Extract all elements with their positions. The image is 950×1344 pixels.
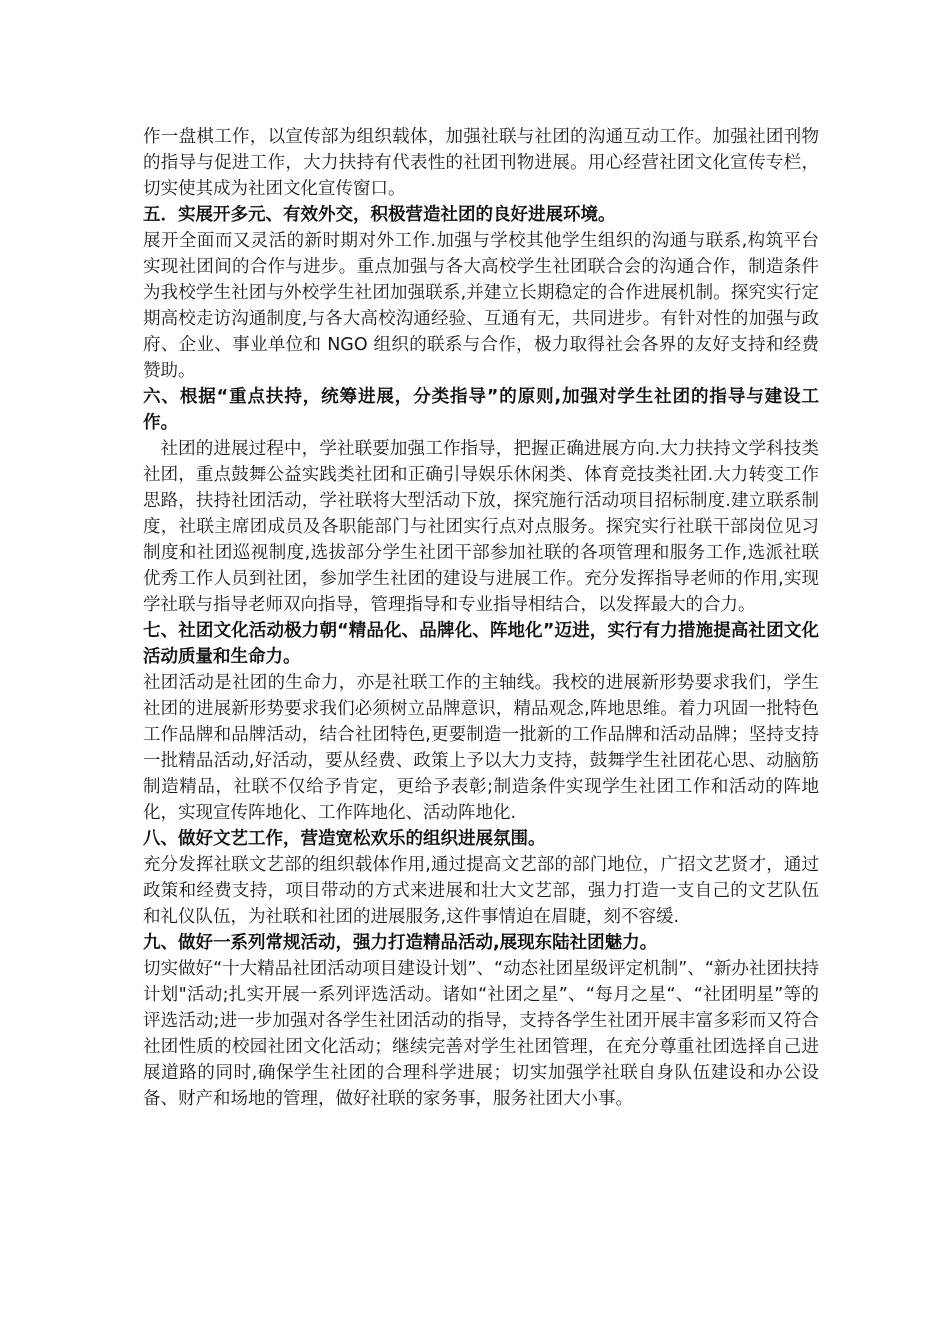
heading-section-6: 六、根据“重点扶持，统筹进展，分类指导”的原则,加强对学生社团的指导与建设工作。 <box>143 387 819 433</box>
paragraph-brand-activities: 社团活动是社团的生命力，亦是社联工作的主轴线。我校的进展新形势要求我们，学生社团的进展新形势要求我们必须树立品牌意识，精品观念,阵地思维。着力巩固一批特色工作品牌和品牌活动，结合社团特色,更要制造一批新的工作品牌和活动品牌；坚持支持一批精品活动,好活动，要从经费、政策上予以大力支持，鼓舞学生社团花心思、动脑筋制造精品，社联不仅给予肯定，更给予表彰;制造条件实现学生社团工作和活动的阵地化，实现宣传阵地化、工作阵地化、活动阵地化. <box>143 673 819 823</box>
paragraph-publicity: 作一盘棋工作，以宣传部为组织载体，加强社联与社团的沟通互动工作。加强社团刊物的指导与促进工作，大力扶持有代表性的社团刊物进展。用心经营社团文化宣传专栏，切实使其成为社团文化宣传窗口。 <box>143 127 819 199</box>
paragraph-guidance: 社团的进展过程中，学社联要加强工作指导，把握正确进展方向.大力扶持文学科技类社团，重点鼓舞公益实践类社团和正确引导娱乐休闲类、体育竞技类社团.大力转变工作思路，扶持社团活动，学社联将大型活动下放，探究施行活动项目招标制度.建立联系制度，社联主席团成员及各职能部门与社团实行点对点服务。探究实行社联干部岗位见习制度和社团巡视制度,选拔部分学生社团干部参加社联的各项管理和服务工作,选派社联优秀工作人员到社团，参加学生社团的建设与进展工作。充分发挥指导老师的作用,实现学社联与指导老师双向指导，管理指导和专业指导相结合，以发挥最大的合力。 <box>143 439 819 615</box>
heading-section-8: 八、做好文艺工作，营造宽松欢乐的组织进展氛围。 <box>143 829 546 849</box>
paragraph-external-relations: 展开全面而又灵活的新时期对外工作.加强与学校其他学生组织的沟通与联系,构筑平台实现社团间的合作与进步。重点加强与各大高校学生社团联合会的沟通合作，制造条件为我校学生社团与外校学生社团加强联系,并建立长期稳定的合作进展机制。探究实行定期高校走访沟通制度,与各大高校沟通经验、互通有无，共同进步。有针对性的加强与政府、企业、事业单位和 NGO 组织的联系与合作，极力取得社会各界的友好支持和经费赞助。 <box>143 231 819 381</box>
paragraph-arts-work: 充分发挥社联文艺部的组织载体作用,通过提高文艺部的部门地位，广招文艺贤才，通过政策和经费支持，项目带动的方式来进展和壮大文艺部，强力打造一支自己的文艺队伍和礼仪队伍，为社联和社团的进展服务,这件事情迫在眉睫，刻不容缓. <box>143 855 819 927</box>
document-body <box>143 124 819 1112</box>
heading-section-7: 七、社团文化活动极力朝“精品化、品牌化、阵地化”迈进，实行有力措施提高社团文化活动质量和生命力。 <box>143 621 819 667</box>
paragraph-routine-activities: 切实做好“十大精品社团活动项目建设计划”、“动态社团星级评定机制”、“新办社团扶持计划"活动;扎实开展一系列评选活动。诸如“社团之星”、“每月之星“、“社团明星”等的评选活动;进一步加强对各学生社团活动的指导，支持各学生社团开展丰富多彩而又符合社团性质的校园社团文化活动；继续完善对学生社团管理，在充分尊重社团选择自己进展道路的同时,确保学生社团的合理科学进展；切实加强学社联自身队伍建设和办公设备、财产和场地的管理，做好社联的家务事，服务社团大小事。 <box>143 959 819 1109</box>
heading-section-5: 五．实展开多元、有效外交，积极营造社团的良好进展环境。 <box>143 205 616 225</box>
heading-section-9: 九、做好一系列常规活动，强力打造精品活动,展现东陆社团魅力。 <box>143 933 658 953</box>
